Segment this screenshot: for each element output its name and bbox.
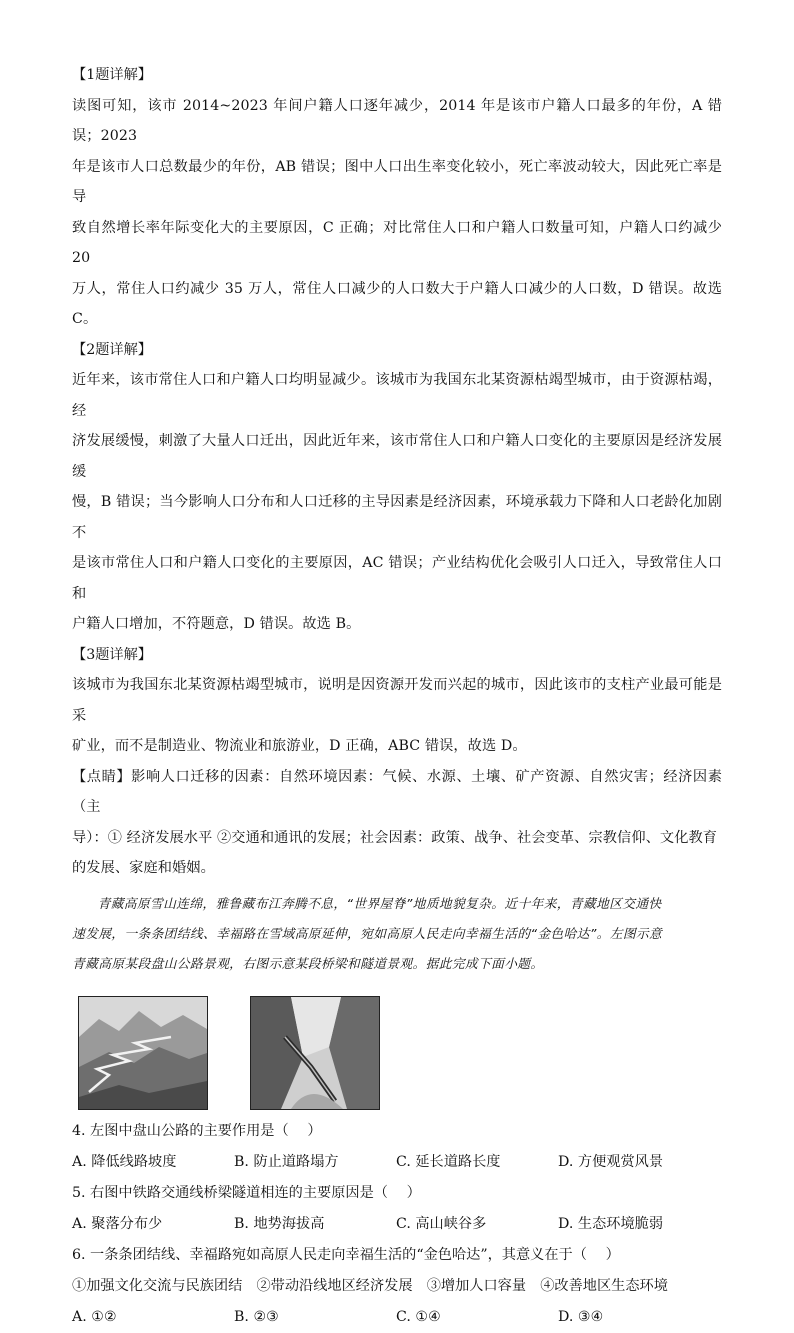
- option-d[interactable]: D. 方便观赏风景: [558, 1153, 664, 1170]
- section2-line: 济发展缓慢，刺激了大量人口迁出，因此近年来，该市常住人口和户籍人口变化的主要原因是经济发展缓: [72, 433, 722, 480]
- question-6-options: [72, 1302, 722, 1333]
- section2-line: 户籍人口增加，不符题意，D 错误。故选 B。: [72, 616, 361, 632]
- section3-line: 该城市为我国东北某资源枯竭型城市，说明是因资源开发而兴起的城市，因此该市的支柱产业最可能是采: [72, 677, 722, 724]
- option-d[interactable]: D. 生态环境脆弱: [558, 1215, 664, 1232]
- tip-line: 【点睛】影响人口迁移的因素：自然环境因素：气候、水源、土壤、矿产资源、自然灾害；经济因素（主: [72, 768, 722, 815]
- bridge-tunnel-photo: [250, 996, 380, 1110]
- option-c[interactable]: C. ①④: [396, 1308, 441, 1325]
- option-a[interactable]: A. ①②: [72, 1308, 117, 1325]
- material-line: 速发展，一条条团结线、幸福路在雪域高原延伸，宛如高原人民走向幸福生活的“金色哈达”。左图示意: [72, 926, 663, 942]
- question-6-statements: ①加强文化交流与民族团结 ②带动沿线地区经济发展 ③增加人口容量 ④改善地区生态环境: [72, 1277, 668, 1294]
- mountain-road-photo: [78, 996, 208, 1110]
- material-line: 青藏高原雪山连绵，雅鲁藏布江奔腾不息，“世界屋脊”地质地貌复杂。近十年来，青藏地区交通快: [97, 896, 662, 912]
- section1-line: 致自然增长率年际变化大的主要原因，C 正确；对比常住人口和户籍人口数量可知，户籍人口约减少 20: [72, 219, 722, 266]
- section2-line: 近年来，该市常住人口和户籍人口均明显减少。该城市为我国东北某资源枯竭型城市，由于资源枯竭，经: [72, 372, 722, 419]
- section2-line: 是该市常住人口和户籍人口变化的主要原因，AC 错误；产业结构优化会吸引人口迁入，导致常住人口和: [72, 555, 722, 602]
- option-b[interactable]: B. ②③: [234, 1308, 279, 1325]
- section1-heading: 【1题详解】: [72, 67, 152, 83]
- tip-line: 导）：① 经济发展水平 ②交通和通讯的发展；社会因素：政策、战争、社会变革、宗教信仰、文化教育: [72, 829, 718, 846]
- option-b[interactable]: B. 防止道路塌方: [234, 1153, 339, 1170]
- section3-heading: 【3题详解】: [72, 646, 152, 663]
- option-a[interactable]: A. 聚落分布少: [72, 1215, 163, 1232]
- section1-line: 年是该市人口总数最少的年份，AB 错误；图中人口出生率变化较小，死亡率波动较大，因此死亡率是导: [72, 158, 722, 205]
- option-c[interactable]: C. 高山峡谷多: [396, 1215, 487, 1232]
- section2-line: 慢，B 错误；当今影响人口分布和人口迁移的主导因素是经济因素，环境承载力下降和人口老龄化加剧不: [72, 494, 722, 541]
- option-c[interactable]: C. 延长道路长度: [396, 1153, 501, 1170]
- question-5-stem: 5. 右图中铁路交通线桥梁隧道相连的主要原因是（ ）: [72, 1184, 421, 1201]
- document-page: [72, 60, 722, 1333]
- section1-line: 万人，常住人口约减少 35 万人，常住人口减少的人口数大于户籍人口减少的人口数，D 错误。故选 C。: [72, 280, 722, 327]
- section2-heading: 【2题详解】: [72, 341, 152, 358]
- figure-row: [78, 996, 722, 1110]
- section1-line: 读图可知，该市 2014~2023 年间户籍人口逐年减少，2014 年是该市户籍人口最多的年份，A 错误；2023: [72, 97, 722, 144]
- material-line: 青藏高原某段盘山公路景观，右图示意某段桥梁和隧道景观。据此完成下面小题。: [72, 956, 544, 972]
- tip-line: 的发展、家庭和婚姻。: [72, 860, 215, 876]
- option-b[interactable]: B. 地势海拔高: [234, 1215, 325, 1232]
- question-5-options: [72, 1209, 722, 1240]
- option-a[interactable]: A. 降低线路坡度: [72, 1153, 177, 1170]
- question-4-options: [72, 1147, 722, 1178]
- option-d[interactable]: D. ③④: [558, 1308, 604, 1325]
- question-4-stem: 4. 左图中盘山公路的主要作用是（ ）: [72, 1122, 322, 1139]
- section3-line: 矿业，而不是制造业、物流业和旅游业，D 正确，ABC 错误，故选 D。: [72, 738, 527, 754]
- question-6-stem: 6. 一条条团结线、幸福路宛如高原人民走向幸福生活的“金色哈达”，其意义在于（ ）: [72, 1246, 620, 1263]
